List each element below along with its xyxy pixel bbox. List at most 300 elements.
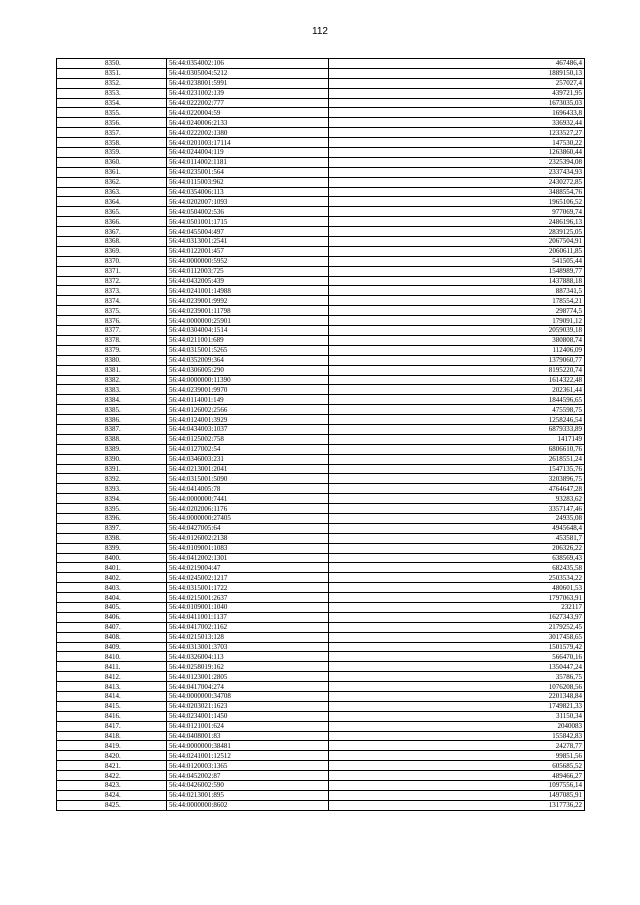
row-number-cell: 8369. [57, 246, 167, 256]
value-cell: 179091,12 [329, 316, 585, 326]
value-cell: 1673035,03 [329, 98, 585, 108]
cadastral-number-cell: 56:44:0213001:2041 [167, 464, 329, 474]
row-number-cell: 8386. [57, 415, 167, 425]
cadastral-number-cell: 56:44:0000000:7441 [167, 494, 329, 504]
value-cell: 1501579,42 [329, 642, 585, 652]
row-number-cell: 8401. [57, 563, 167, 573]
cadastral-number-cell: 56:44:0306005:290 [167, 365, 329, 375]
row-number-cell: 8416. [57, 711, 167, 721]
row-number-cell: 8394. [57, 494, 167, 504]
value-cell: 439721,95 [329, 88, 585, 98]
row-number-cell: 8402. [57, 573, 167, 583]
cadastral-number-cell: 56:44:0315001:5090 [167, 474, 329, 484]
value-cell: 257027,4 [329, 78, 585, 88]
row-number-cell: 8359. [57, 148, 167, 158]
row-number-cell: 8356. [57, 118, 167, 128]
value-cell: 3357147,46 [329, 504, 585, 514]
value-cell: 2839125,05 [329, 227, 585, 237]
table-row [57, 721, 585, 731]
cadastral-number-cell: 56:44:0215001:2637 [167, 593, 329, 603]
table-row [57, 415, 585, 425]
cadastral-number-cell: 56:44:0000000:8602 [167, 800, 329, 810]
value-cell: 3017458,65 [329, 632, 585, 642]
value-cell: 1965106,52 [329, 197, 585, 207]
row-number-cell: 8365. [57, 207, 167, 217]
table-row [57, 652, 585, 662]
cadastral-number-cell: 56:44:0240006:2133 [167, 118, 329, 128]
value-cell: 1627343,97 [329, 612, 585, 622]
value-cell: 35786,75 [329, 672, 585, 682]
row-number-cell: 8351. [57, 68, 167, 78]
row-number-cell: 8361. [57, 167, 167, 177]
cadastral-number-cell: 56:44:0127002:54 [167, 444, 329, 454]
value-cell: 2430272,85 [329, 177, 585, 187]
cadastral-number-cell: 56:44:0126002:2138 [167, 533, 329, 543]
value-cell: 2486196,13 [329, 217, 585, 227]
value-cell: 1258246,54 [329, 415, 585, 425]
value-cell: 467486,4 [329, 59, 585, 69]
row-number-cell: 8393. [57, 484, 167, 494]
cadastral-number-cell: 56:44:0201003:17114 [167, 138, 329, 148]
row-number-cell: 8389. [57, 444, 167, 454]
value-cell: 1614322,48 [329, 375, 585, 385]
cadastral-number-cell: 56:44:0414005:78 [167, 484, 329, 494]
value-cell: 566470,16 [329, 652, 585, 662]
value-cell: 147530,22 [329, 138, 585, 148]
row-number-cell: 8384. [57, 395, 167, 405]
table-row [57, 424, 585, 434]
value-cell: 887341,5 [329, 286, 585, 296]
cadastral-number-cell: 56:44:0354002:106 [167, 59, 329, 69]
cadastral-number-cell: 56:44:0125002:758 [167, 434, 329, 444]
value-cell: 1417149 [329, 434, 585, 444]
row-number-cell: 8397. [57, 523, 167, 533]
row-number-cell: 8422. [57, 771, 167, 781]
table-row [57, 306, 585, 316]
cadastral-number-cell: 56:44:0411001:1137 [167, 612, 329, 622]
cadastral-number-cell: 56:44:0455004:497 [167, 227, 329, 237]
row-number-cell: 8358. [57, 138, 167, 148]
value-cell: 2503534,22 [329, 573, 585, 583]
cadastral-number-cell: 56:44:0426002:590 [167, 781, 329, 791]
value-cell: 1379060,77 [329, 355, 585, 365]
table-row [57, 335, 585, 345]
table-row [57, 187, 585, 197]
table-row [57, 444, 585, 454]
table-row [57, 355, 585, 365]
value-cell: 1097556,14 [329, 781, 585, 791]
row-number-cell: 8414. [57, 692, 167, 702]
table-row [57, 217, 585, 227]
cadastral-number-cell: 56:44:0244004:119 [167, 148, 329, 158]
row-number-cell: 8413. [57, 682, 167, 692]
cadastral-number-cell: 56:44:0412002:1301 [167, 553, 329, 563]
value-cell: 1350447,24 [329, 662, 585, 672]
value-cell: 2179252,45 [329, 622, 585, 632]
row-number-cell: 8412. [57, 672, 167, 682]
table-row [57, 118, 585, 128]
value-cell: 977069,74 [329, 207, 585, 217]
cadastral-number-cell: 56:44:0313001:3703 [167, 642, 329, 652]
table-row [57, 682, 585, 692]
table-row [57, 593, 585, 603]
value-cell: 2337434,93 [329, 167, 585, 177]
value-cell: 380808,74 [329, 335, 585, 345]
table-row [57, 395, 585, 405]
value-cell: 1497085,91 [329, 790, 585, 800]
table-row [57, 326, 585, 336]
row-number-cell: 8372. [57, 276, 167, 286]
value-cell: 1749821,33 [329, 701, 585, 711]
row-number-cell: 8396. [57, 513, 167, 523]
cadastral-number-cell: 56:44:0123001:2805 [167, 672, 329, 682]
value-cell: 1696433,8 [329, 108, 585, 118]
row-number-cell: 8350. [57, 59, 167, 69]
row-number-cell: 8363. [57, 187, 167, 197]
table-row [57, 474, 585, 484]
table-row [57, 98, 585, 108]
cadastral-number-cell: 56:44:0239001:9992 [167, 296, 329, 306]
table-row [57, 741, 585, 751]
table-row [57, 533, 585, 543]
cadastral-number-cell: 56:44:0417002:1162 [167, 622, 329, 632]
table-row [57, 543, 585, 553]
value-cell: 489466,27 [329, 771, 585, 781]
table-row [57, 523, 585, 533]
cadastral-number-cell: 56:44:0239001:9970 [167, 385, 329, 395]
table-row [57, 177, 585, 187]
value-cell: 298774,5 [329, 306, 585, 316]
row-number-cell: 8398. [57, 533, 167, 543]
value-cell: 6806610,76 [329, 444, 585, 454]
cadastral-number-cell: 56:44:0122001:457 [167, 246, 329, 256]
row-number-cell: 8420. [57, 751, 167, 761]
row-number-cell: 8379. [57, 345, 167, 355]
table-row [57, 553, 585, 563]
value-cell: 206326,22 [329, 543, 585, 553]
value-cell: 1317736,22 [329, 800, 585, 810]
cadastral-number-cell: 56:44:0258019:162 [167, 662, 329, 672]
table-row [57, 227, 585, 237]
cadastral-number-cell: 56:44:0304004:1514 [167, 326, 329, 336]
table-row [57, 622, 585, 632]
row-number-cell: 8382. [57, 375, 167, 385]
row-number-cell: 8403. [57, 583, 167, 593]
cadastral-number-cell: 56:44:0000000:38481 [167, 741, 329, 751]
cadastral-number-cell: 56:44:0109001:1040 [167, 602, 329, 612]
value-cell: 93283,62 [329, 494, 585, 504]
value-cell: 336932,44 [329, 118, 585, 128]
table-row [57, 345, 585, 355]
table-row [57, 59, 585, 69]
table-row [57, 256, 585, 266]
row-number-cell: 8419. [57, 741, 167, 751]
row-number-cell: 8400. [57, 553, 167, 563]
cadastral-number-cell: 56:44:0315001:5265 [167, 345, 329, 355]
row-number-cell: 8364. [57, 197, 167, 207]
cadastral-number-cell: 56:44:0115003:962 [167, 177, 329, 187]
table-row [57, 434, 585, 444]
cadastral-number-cell: 56:44:0000000:5952 [167, 256, 329, 266]
row-number-cell: 8411. [57, 662, 167, 672]
table-row [57, 494, 585, 504]
cadastral-number-cell: 56:44:0352009:364 [167, 355, 329, 365]
table-row [57, 583, 585, 593]
table-row [57, 365, 585, 375]
value-cell: 1076208,56 [329, 682, 585, 692]
row-number-cell: 8366. [57, 217, 167, 227]
row-number-cell: 8367. [57, 227, 167, 237]
table-row [57, 484, 585, 494]
table-row [57, 286, 585, 296]
table-row [57, 781, 585, 791]
value-cell: 232117 [329, 602, 585, 612]
value-cell: 24278,77 [329, 741, 585, 751]
row-number-cell: 8404. [57, 593, 167, 603]
cadastral-number-cell: 56:44:0245002:1217 [167, 573, 329, 583]
table-row [57, 790, 585, 800]
cadastral-number-cell: 56:44:0215013:128 [167, 632, 329, 642]
table-row [57, 771, 585, 781]
row-number-cell: 8383. [57, 385, 167, 395]
value-cell: 1548989,77 [329, 266, 585, 276]
cadastral-number-cell: 56:44:0000000:27405 [167, 513, 329, 523]
value-cell: 202361,44 [329, 385, 585, 395]
cadastral-number-cell: 56:44:0000000:34708 [167, 692, 329, 702]
value-cell: 178554,21 [329, 296, 585, 306]
value-cell: 682435,58 [329, 563, 585, 573]
value-cell: 4945648,4 [329, 523, 585, 533]
row-number-cell: 8423. [57, 781, 167, 791]
cadastral-number-cell: 56:44:0112003:725 [167, 266, 329, 276]
value-cell: 605685,52 [329, 761, 585, 771]
value-cell: 31150,34 [329, 711, 585, 721]
value-cell: 638569,43 [329, 553, 585, 563]
cadastral-number-cell: 56:44:0211001:689 [167, 335, 329, 345]
table-row [57, 612, 585, 622]
cadastral-number-cell: 56:44:0120003:1365 [167, 761, 329, 771]
cadastral-number-cell: 56:44:0219004:47 [167, 563, 329, 573]
table-row [57, 88, 585, 98]
cadastral-number-cell: 56:44:0239001:11798 [167, 306, 329, 316]
row-number-cell: 8399. [57, 543, 167, 553]
table-row [57, 573, 585, 583]
table-row [57, 68, 585, 78]
row-number-cell: 8418. [57, 731, 167, 741]
table-row [57, 157, 585, 167]
cadastral-number-cell: 56:44:0202007:1093 [167, 197, 329, 207]
cadastral-number-cell: 56:44:0114001:149 [167, 395, 329, 405]
table-row [57, 237, 585, 247]
registry-table-body [57, 59, 585, 811]
cadastral-number-cell: 56:44:0408001:83 [167, 731, 329, 741]
value-cell: 1437888,18 [329, 276, 585, 286]
row-number-cell: 8381. [57, 365, 167, 375]
table-row [57, 731, 585, 741]
row-number-cell: 8388. [57, 434, 167, 444]
table-row [57, 761, 585, 771]
cadastral-number-cell: 56:44:0235001:564 [167, 167, 329, 177]
row-number-cell: 8425. [57, 800, 167, 810]
row-number-cell: 8377. [57, 326, 167, 336]
cadastral-number-cell: 56:44:0121001:624 [167, 721, 329, 731]
row-number-cell: 8352. [57, 78, 167, 88]
cadastral-number-cell: 56:44:0234001:1450 [167, 711, 329, 721]
table-row [57, 751, 585, 761]
cadastral-number-cell: 56:44:0315001:1722 [167, 583, 329, 593]
row-number-cell: 8374. [57, 296, 167, 306]
cadastral-number-cell: 56:44:0417004:274 [167, 682, 329, 692]
cadastral-number-cell: 56:44:0354006:113 [167, 187, 329, 197]
table-row [57, 711, 585, 721]
cadastral-number-cell: 56:44:0220004:59 [167, 108, 329, 118]
table-row [57, 405, 585, 415]
value-cell: 112406,09 [329, 345, 585, 355]
cadastral-number-cell: 56:44:0222002:1380 [167, 128, 329, 138]
cadastral-number-cell: 56:44:0126002:2566 [167, 405, 329, 415]
value-cell: 1797063,91 [329, 593, 585, 603]
table-row [57, 642, 585, 652]
row-number-cell: 8390. [57, 454, 167, 464]
row-number-cell: 8376. [57, 316, 167, 326]
value-cell: 1889150,13 [329, 68, 585, 78]
cadastral-number-cell: 56:44:0346003:231 [167, 454, 329, 464]
value-cell: 3488554,76 [329, 187, 585, 197]
table-row [57, 276, 585, 286]
value-cell: 8195220,74 [329, 365, 585, 375]
value-cell: 2040083 [329, 721, 585, 731]
cadastral-number-cell: 56:44:0202006:1176 [167, 504, 329, 514]
row-number-cell: 8371. [57, 266, 167, 276]
value-cell: 4764647,28 [329, 484, 585, 494]
table-row [57, 246, 585, 256]
table-row [57, 266, 585, 276]
value-cell: 2059039,18 [329, 326, 585, 336]
cadastral-number-cell: 56:44:0305004:5212 [167, 68, 329, 78]
row-number-cell: 8424. [57, 790, 167, 800]
row-number-cell: 8392. [57, 474, 167, 484]
cadastral-number-cell: 56:44:0238001:5991 [167, 78, 329, 88]
row-number-cell: 8405. [57, 602, 167, 612]
table-row [57, 602, 585, 612]
table-row [57, 692, 585, 702]
cadastral-number-cell: 56:44:0000000:25901 [167, 316, 329, 326]
row-number-cell: 8360. [57, 157, 167, 167]
row-number-cell: 8378. [57, 335, 167, 345]
table-row [57, 513, 585, 523]
table-row [57, 207, 585, 217]
cadastral-number-cell: 56:44:0241001:14988 [167, 286, 329, 296]
row-number-cell: 8415. [57, 701, 167, 711]
table-row [57, 504, 585, 514]
row-number-cell: 8408. [57, 632, 167, 642]
row-number-cell: 8368. [57, 237, 167, 247]
row-number-cell: 8355. [57, 108, 167, 118]
cadastral-number-cell: 56:44:0501001:1715 [167, 217, 329, 227]
cadastral-number-cell: 56:44:0313001:2541 [167, 237, 329, 247]
table-row [57, 701, 585, 711]
table-row [57, 108, 585, 118]
row-number-cell: 8421. [57, 761, 167, 771]
table-row [57, 464, 585, 474]
cadastral-number-cell: 56:44:0452002:87 [167, 771, 329, 781]
value-cell: 480601,53 [329, 583, 585, 593]
value-cell: 2618551,24 [329, 454, 585, 464]
table-row [57, 138, 585, 148]
value-cell: 1844596,65 [329, 395, 585, 405]
cadastral-number-cell: 56:44:0427005:64 [167, 523, 329, 533]
value-cell: 6879333,89 [329, 424, 585, 434]
table-row [57, 672, 585, 682]
page-number: 112 [312, 26, 328, 37]
cadastral-number-cell: 56:44:0326004:113 [167, 652, 329, 662]
value-cell: 1263860,44 [329, 148, 585, 158]
table-row [57, 148, 585, 158]
value-cell: 453581,7 [329, 533, 585, 543]
cadastral-number-cell: 56:44:0124001:3929 [167, 415, 329, 425]
row-number-cell: 8407. [57, 622, 167, 632]
table-row [57, 78, 585, 88]
row-number-cell: 8417. [57, 721, 167, 731]
value-cell: 2067504,91 [329, 237, 585, 247]
value-cell: 2060611,85 [329, 246, 585, 256]
row-number-cell: 8373. [57, 286, 167, 296]
cadastral-number-cell: 56:44:0231002:139 [167, 88, 329, 98]
row-number-cell: 8409. [57, 642, 167, 652]
table-row [57, 167, 585, 177]
cadastral-number-cell: 56:44:0432005:439 [167, 276, 329, 286]
row-number-cell: 8362. [57, 177, 167, 187]
cadastral-number-cell: 56:44:0213001:895 [167, 790, 329, 800]
table-row [57, 296, 585, 306]
cadastral-number-cell: 56:44:0203021:1623 [167, 701, 329, 711]
value-cell: 2201348,84 [329, 692, 585, 702]
cadastral-number-cell: 56:44:0504002:536 [167, 207, 329, 217]
row-number-cell: 8410. [57, 652, 167, 662]
cadastral-number-cell: 56:44:0000000:11390 [167, 375, 329, 385]
value-cell: 155842,83 [329, 731, 585, 741]
registry-table [56, 58, 585, 811]
cadastral-number-cell: 56:44:0434003:1037 [167, 424, 329, 434]
value-cell: 99851,56 [329, 751, 585, 761]
table-row [57, 454, 585, 464]
value-cell: 541505,44 [329, 256, 585, 266]
row-number-cell: 8380. [57, 355, 167, 365]
table-row [57, 375, 585, 385]
row-number-cell: 8406. [57, 612, 167, 622]
row-number-cell: 8375. [57, 306, 167, 316]
table-row [57, 316, 585, 326]
row-number-cell: 8354. [57, 98, 167, 108]
table-row [57, 197, 585, 207]
row-number-cell: 8370. [57, 256, 167, 266]
table-row [57, 662, 585, 672]
cadastral-number-cell: 56:44:0241001:12512 [167, 751, 329, 761]
cadastral-number-cell: 56:44:0109001:1083 [167, 543, 329, 553]
table-row [57, 128, 585, 138]
value-cell: 1233527,27 [329, 128, 585, 138]
table-row [57, 800, 585, 810]
value-cell: 24935,08 [329, 513, 585, 523]
value-cell: 1547135,76 [329, 464, 585, 474]
row-number-cell: 8395. [57, 504, 167, 514]
row-number-cell: 8357. [57, 128, 167, 138]
row-number-cell: 8387. [57, 424, 167, 434]
table-row [57, 385, 585, 395]
cadastral-number-cell: 56:44:0114002:1181 [167, 157, 329, 167]
row-number-cell: 8353. [57, 88, 167, 98]
cadastral-number-cell: 56:44:0222002:777 [167, 98, 329, 108]
